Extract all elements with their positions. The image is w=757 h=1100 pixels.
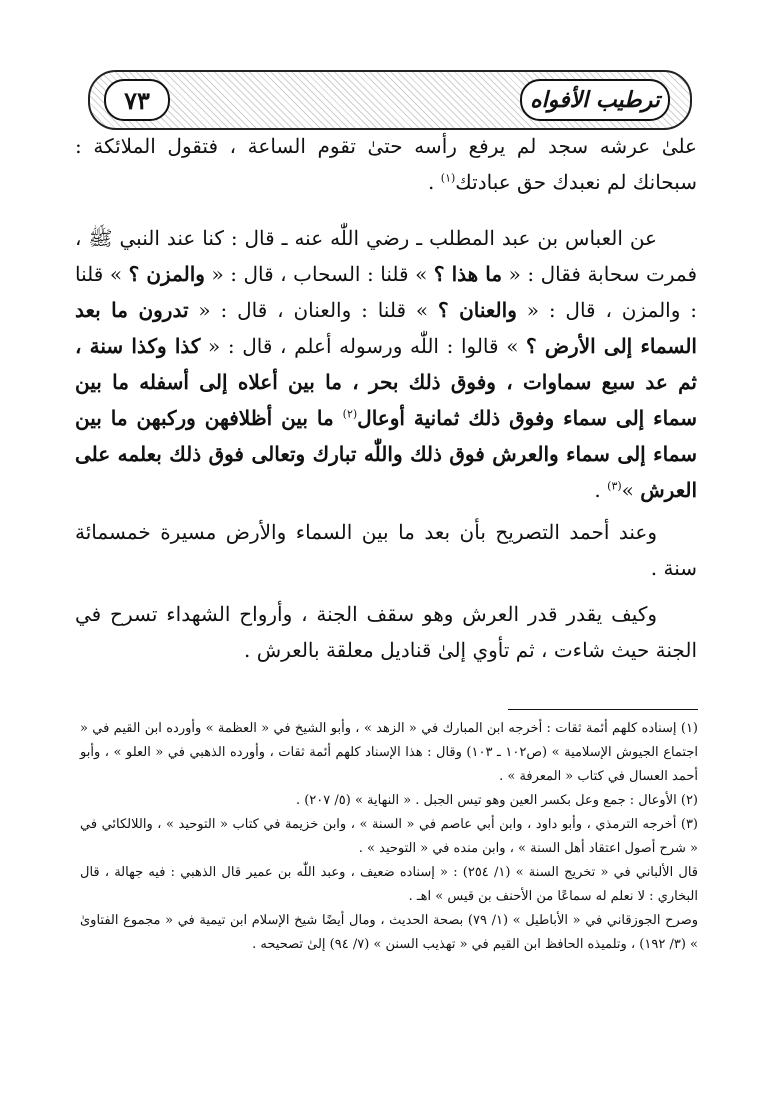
main-text (75, 128, 697, 668)
paragraph-1: علىٰ عرشه سجد لم يرفع رأسه حتىٰ تقوم الساعة ، فتقول الملائكة : سبحانك لم نعبدك حق عبادتك$^{(١)}$ . (75, 134, 697, 194)
running-title (520, 79, 670, 121)
page-number: ٧٣ (124, 85, 150, 115)
footnote-ref-2[interactable]: (٢) (342, 407, 358, 421)
paragraph-3: وعند أحمد التصريح بأن بعد ما بين السماء والأرض مسيرة خمسمائة سنة . (75, 520, 697, 580)
footnote-3-cont-1: قال الألباني في « تخريج السنة » (١/ ٢٥٤) : « إسناده ضعيف ، وعبد اللّٰه بن عمير قال الذهبي : فيه جهالة ، قال البخاري : لا نعلم له سماعًا من الأحنف بن قيس » اهـ . (80, 865, 699, 904)
page-number-badge (104, 79, 170, 121)
footnote-ref-3[interactable]: (٣) (607, 479, 622, 493)
footnote-2: (٢) الأوعال : جمع وعل بكسر العين وهو تيس الجبل . « النهاية » (٥/ ٢٠٧) . (295, 793, 698, 808)
footnote-ref-1[interactable]: (١) (440, 171, 456, 185)
paragraph-4: وكيف يقدر قدر العرش وهو سقف الجنة ، وأرواح الشهداء تسرح في الجنة حيث شاءت ، ثم تأوي إلىٰ قناديل معلقة بالعرش . (75, 602, 697, 662)
paragraph-hadith: عن العباس بن عبد المطلب ـ رضي اللّٰه عنه ـ قال : كنا عند النبي ﷺ ، فمرت سحابة فقال : « ما هذا ؟ » قلنا : السحاب ، قال : « والمزن ؟ » قلنا : والمزن ، قال : « والعنان ؟ » قلنا : والعنان ، قال : « تدرون ما بعد السماء إلى الأرض ؟ » قالوا : اللّٰه ورسوله أعلم ، قال : « كذا وكذا سنة ، ثم عد سبع سماوات ، وفوق ذلك بحر ، ما بين أعلاه إلى أسفله ما بين سماء إلى سماء وفوق ذلك ثمانية أوعال$^{(٢)}$ ما بين أظلافهن وركبهن ما بين سماء إلى سماء والعرش فوق ذلك واللّٰه تبارك وتعالى فوق ذلك بعلمه على العرش »$^{(٣)}$ . (75, 226, 698, 502)
book-title: ترطيب الأفواه (530, 87, 660, 113)
footnote-3: (٣) أخرجه الترمذي ، وأبو داود ، وابن أبي عاصم في « السنة » ، وابن خزيمة في كتاب « التوحيد » ، واللالكائي في « شرح أصول اعتقاد أهل السنة » ، وابن منده في « التوحيد » . (80, 817, 698, 856)
footnote-1: (١) إسناده كلهم أئمة ثقات : أخرجه ابن المبارك في « الزهد » ، وأبو الشيخ في « العظمة » وأورده ابن القيم في « اجتماع الجيوش الإسلامية » (ص١٠٢ ـ ١٠٣) وقال : هذا الإسناد كلهم أئمة ثقات ، وأورده الذهبي في « العلو » ، وأبو أحمد العسال في كتاب « المعرفة » . (80, 721, 698, 784)
footnotes (80, 717, 698, 957)
footnote-3-cont-2: وصرح الجوزقاني في « الأباطيل » (١/ ٧٩) بصحة الحديث ، ومال أيضًا شيخ الإسلام ابن تيمية في « مجموع الفتاوىٰ » (٣/ ١٩٢) ، وتلميذه الحافظ ابن القيم في « تهذيب السنن » (٧/ ٩٤) إلىٰ تصحيحه . (80, 913, 699, 952)
page-header (88, 70, 692, 130)
footnote-separator (508, 709, 698, 710)
